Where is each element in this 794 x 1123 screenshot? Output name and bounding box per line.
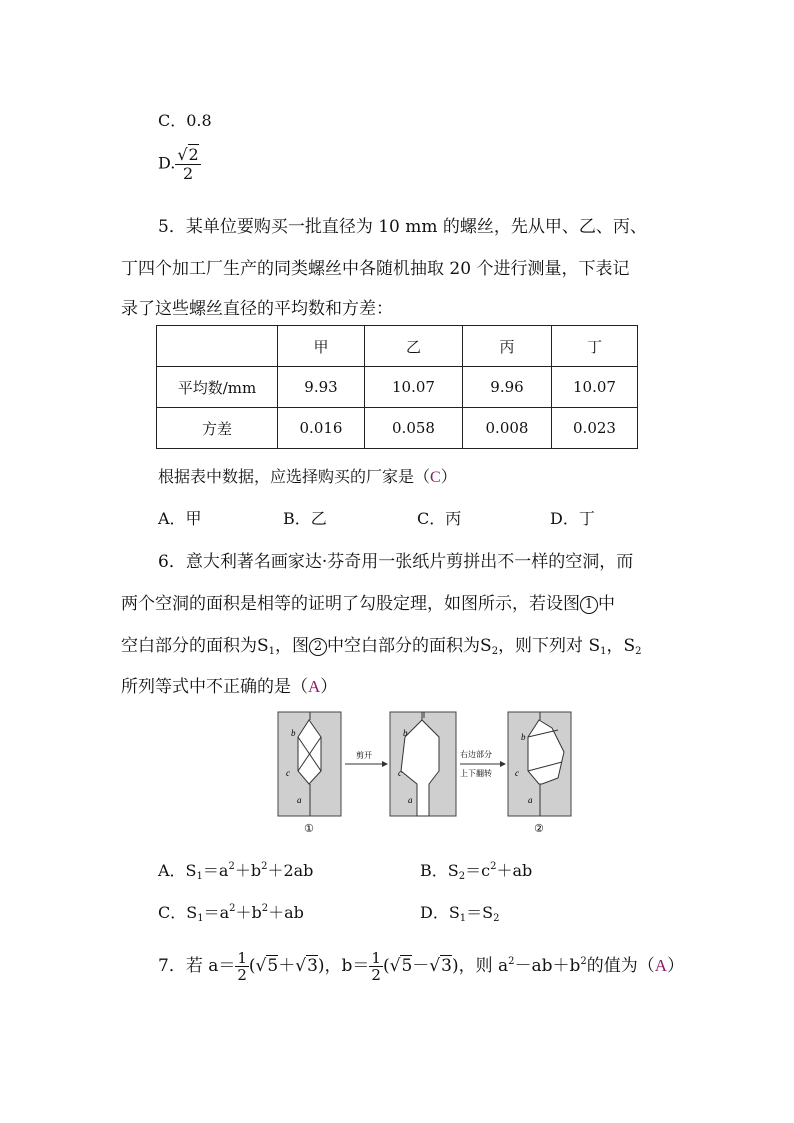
table-cell: 0.058 <box>365 408 463 449</box>
sub: 1 <box>268 646 276 657</box>
arrow-2-label-top: 右边部分 <box>460 750 492 759</box>
q6-option-a <box>158 858 313 882</box>
opt-text: ＝a <box>203 903 230 922</box>
table-cell: 方差 <box>157 408 278 449</box>
label-c: c <box>515 768 519 778</box>
paren: ) <box>451 956 459 976</box>
sub: 2 <box>635 646 642 657</box>
figure-ref-2: 2 <box>309 638 327 656</box>
opt-text: ＋b <box>235 903 262 922</box>
sup: 2 <box>580 956 587 967</box>
q7-tail3: 的值为（ <box>586 956 655 976</box>
q7-tail: ，则 a <box>458 956 509 976</box>
table-cell: 0.008 <box>463 408 552 449</box>
option-d <box>158 146 201 182</box>
table-header-row <box>157 326 638 367</box>
table-header-cell: 甲 <box>278 326 365 367</box>
q7-tail2: －ab＋b <box>514 956 581 976</box>
q6-line3 <box>121 631 642 657</box>
q7-answer: A <box>654 956 668 975</box>
opt-text: C．S <box>158 903 198 922</box>
q6-option-c <box>158 900 304 924</box>
q5-option-b: B．乙 <box>283 509 327 528</box>
table-cell: 10.07 <box>365 367 463 408</box>
q5-line1: 5．某单位要购买一批直径为 10 mm 的螺丝，先从甲、乙、丙、 <box>158 217 647 237</box>
option-d-denominator: 2 <box>182 163 194 183</box>
sub: 1 <box>459 913 467 924</box>
q6-line2-text: 两个空洞的面积是相等的证明了勾股定理，如图所示，若设图 <box>121 594 580 614</box>
frac-num: 1 <box>237 948 247 967</box>
table-header-cell: 乙 <box>365 326 463 367</box>
sub: 2 <box>493 913 500 924</box>
table-row <box>157 367 638 408</box>
opt-text: ＝c <box>465 861 491 880</box>
op: ＋ <box>278 956 296 976</box>
q6-line4-end: ） <box>320 677 338 697</box>
label-c: c <box>286 768 290 778</box>
paren: ( <box>248 956 256 976</box>
q6-line3-a: 空白部分的面积为S <box>121 636 269 656</box>
op: － <box>412 956 430 976</box>
label-b: b <box>291 728 296 738</box>
q6-line3-e: ，S <box>606 636 636 656</box>
q6-line3-b: ，图 <box>275 636 310 656</box>
paren: ) <box>317 956 325 976</box>
sub: 2 <box>458 871 466 882</box>
table-header-cell: 丙 <box>463 326 552 367</box>
q7-prefix: 7．若 a＝ <box>158 956 236 976</box>
radicand: 5 <box>267 956 279 976</box>
label-b: b <box>521 732 526 742</box>
opt-text: ＝S <box>466 903 494 922</box>
paren: ( <box>382 956 390 976</box>
table-header-cell: 丁 <box>552 326 638 367</box>
figure-panel-1 <box>278 712 341 835</box>
radicand: 3 <box>307 956 318 976</box>
sup: 2 <box>490 861 497 872</box>
q5-question-end: ） <box>440 467 457 486</box>
q5-question-text: 根据表中数据，应选择购买的厂家是（ <box>158 467 431 486</box>
sup: 2 <box>261 903 269 914</box>
sub: 1 <box>196 871 203 882</box>
q6-line1: 6．意大利著名画家达·芬奇用一张纸片剪拼出不一样的空洞，而 <box>158 552 634 572</box>
frac-den: 2 <box>371 966 381 984</box>
opt-text: ＋b <box>234 861 262 880</box>
q6-line4 <box>121 672 337 697</box>
q5-option-d: D．丁 <box>550 509 595 528</box>
q6-option-d <box>420 900 500 924</box>
q6-line2 <box>121 589 615 614</box>
radicand: 5 <box>401 956 413 976</box>
arrow-2-label-bottom: 上下翻转 <box>460 769 492 778</box>
data-table <box>156 325 638 449</box>
option-d-radicand: 2 <box>188 145 199 164</box>
q5-option-c: C．丙 <box>417 509 462 528</box>
label-a: a <box>408 795 413 805</box>
q6-option-b <box>420 858 532 882</box>
opt-text: A．S <box>158 861 197 880</box>
table-cell: 10.07 <box>552 367 638 408</box>
arrow-2 <box>460 749 506 778</box>
opt-text: ＋2ab <box>267 861 314 880</box>
frac-num: 1 <box>371 948 381 967</box>
sub: 2 <box>491 646 499 657</box>
arrow-1 <box>345 750 388 767</box>
opt-text: ＝a <box>202 861 229 880</box>
label-a: a <box>297 795 302 805</box>
sup: 2 <box>229 903 236 914</box>
table-cell: 0.016 <box>278 408 365 449</box>
figure-panel-3 <box>508 712 571 835</box>
q6-line3-d: ，则下列对 S <box>498 636 601 656</box>
q5-line3: 录了这些螺丝直径的平均数和方差： <box>121 299 393 319</box>
q7-line: 7．若 a＝ $\frac{1}{2}$ (√5＋√3)，b＝ $\frac{1}{2}$ (√5－√3)，则 $a^2-ab+b^2$的值为（A） <box>158 948 685 984</box>
q7-fraction-a <box>235 950 249 984</box>
q5-answer: C <box>430 469 441 486</box>
pythagoras-figure <box>272 708 582 836</box>
q6-line2-end: 中 <box>598 594 615 614</box>
sup: 2 <box>508 956 515 967</box>
option-d-prefix: D. <box>158 153 176 173</box>
figure-panel-2 <box>390 712 456 816</box>
opt-text: ＋ab <box>496 861 533 880</box>
sup: 2 <box>228 861 235 872</box>
arrow-1-label: 剪开 <box>356 751 372 760</box>
sub: 1 <box>600 646 607 657</box>
q6-answer: A <box>308 677 321 696</box>
caption-1: ① <box>304 822 314 835</box>
q6-line4-text: 所列等式中不正确的是（ <box>121 677 308 697</box>
table-cell: 平均数/mm <box>157 367 278 408</box>
option-c: C．0.8 <box>158 111 212 130</box>
radicand: 3 <box>441 956 452 976</box>
table-cell: 9.96 <box>463 367 552 408</box>
label-b: b <box>403 728 408 738</box>
q7-fraction-b <box>369 950 383 984</box>
label-a: a <box>528 795 533 805</box>
option-d-fraction: $\frac{√2}{2}$ <box>177 145 199 183</box>
q7-b-part: ，b＝ <box>324 956 370 976</box>
opt-text: ＋ab <box>268 903 304 922</box>
table-cell <box>157 326 278 367</box>
q6-line3-c: 中空白部分的面积为S <box>327 636 492 656</box>
q5-line2: 丁四个加工厂生产的同类螺丝中各随机抽取 20 个进行测量，下表记 <box>121 259 630 279</box>
table-row <box>157 408 638 449</box>
opt-text: D．S <box>420 903 460 922</box>
q7-tail-end: ） <box>667 956 685 976</box>
label-c: c <box>398 768 402 778</box>
q5-question <box>158 464 457 487</box>
figure-ref-1: 1 <box>580 596 598 614</box>
sub: 1 <box>197 913 204 924</box>
opt-text: B．S <box>420 861 459 880</box>
table-cell: 9.93 <box>278 367 365 408</box>
caption-2: ② <box>534 822 544 835</box>
table-cell: 0.023 <box>552 408 638 449</box>
frac-den: 2 <box>237 966 247 984</box>
sup: 2 <box>261 861 268 872</box>
q5-option-a: A．甲 <box>158 509 202 528</box>
